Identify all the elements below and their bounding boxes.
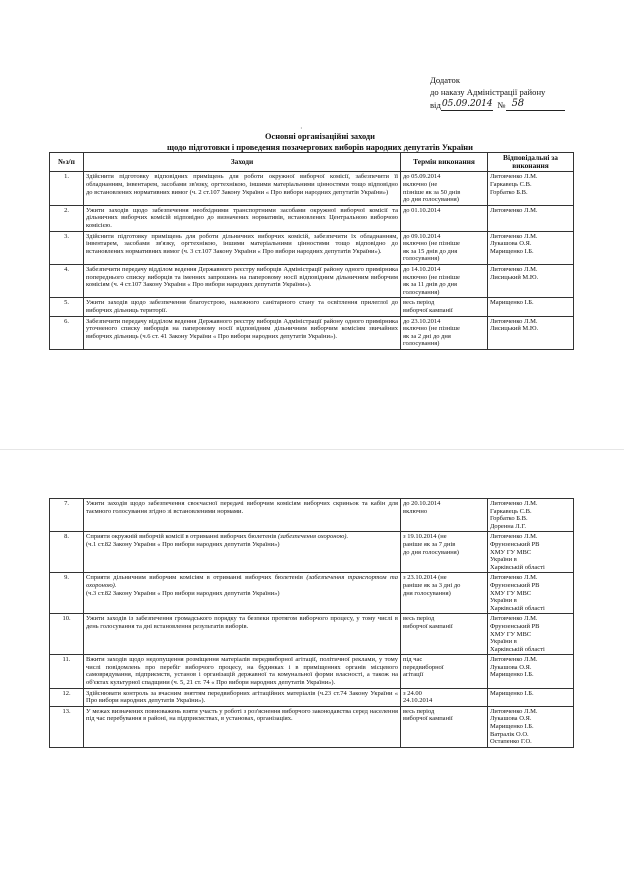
title-line-1: Основні організаційні заходи [265, 132, 375, 141]
term-cell [401, 614, 488, 655]
term-line: пізніше як за 50 днів [403, 188, 461, 196]
measure-text: Ужити заходів щодо забезпечення своєчасної передачі виборчим комісіям виборчих скриньок та кабін для таємного голосування згідно зі встановленими нормами. [84, 499, 401, 532]
term-line: включно [403, 507, 428, 515]
header-measures: Заходи [84, 153, 401, 172]
term-line: передвиборної [403, 663, 444, 671]
table-row [50, 655, 574, 688]
term-line: виборчої кампанії [403, 622, 453, 630]
row-number: 1. [50, 172, 84, 205]
term-line: до 14.10.2014 [403, 265, 441, 273]
responsible-name: ХМУ ГУ МВС [490, 589, 532, 597]
term-cell [401, 499, 488, 532]
responsible-cell [488, 231, 574, 264]
term-line: 24.10.2014 [403, 697, 433, 705]
term-line: до 09.10.2014 [403, 232, 441, 240]
measure-text [84, 532, 401, 573]
responsible-name: Харківській області [490, 604, 545, 612]
term-line: весь період [403, 299, 435, 307]
responsible-name: ХМУ ГУ МВС [490, 548, 532, 556]
term-line: як за 15 днів до дня [403, 247, 458, 255]
table-row [50, 231, 574, 264]
term-line: до дня голосування) [403, 548, 459, 556]
measures-table-page1 [49, 152, 574, 350]
term-line: голосування) [403, 340, 440, 348]
term-line: під час [403, 656, 423, 664]
responsible-name: Литовченко Л.М. [490, 173, 538, 181]
term-line: виборчої кампанії [403, 306, 453, 314]
table-row [50, 298, 574, 316]
table-row [50, 573, 574, 614]
table-row [50, 614, 574, 655]
responsible-name: Лукашова О.Я. [490, 240, 532, 248]
responsible-name: Фрунзенський РВ [490, 540, 540, 548]
responsible-cell [488, 172, 574, 205]
measure-text [84, 573, 401, 614]
measure-text: Вжити заходів щодо недопущення розміщення матеріалів передвиборної агітації, політичної реклами, у тому числі повідомлень про перебіг виборчого процесу, на будинках і в приміщеннях органів місцевого самоврядування, підприємств, установ і організацій державної та комунальної форми власності, а також на об'єктах культурної спадщини (ч. 5, 21 ст. 74 « Про вибори народних депутатів України»). [84, 655, 401, 688]
responsible-name: ХМУ ГУ МВС [490, 630, 532, 638]
responsible-name: Марищенко І.Б. [490, 299, 534, 307]
term-line: раніше як за 7 днів [403, 540, 456, 548]
responsible-name: Марищенко І.Б. [490, 247, 534, 255]
date-prefix: від [430, 100, 441, 110]
row-number: 6. [50, 316, 84, 349]
responsible-name: Харківській області [490, 645, 545, 653]
term-line: з 19.10.2014 (не [403, 533, 447, 541]
responsible-cell [488, 614, 574, 655]
responsible-cell [488, 688, 574, 706]
responsible-name: Гаркавець С.В. [490, 507, 532, 515]
responsible-name: Марищенко І.Б. [490, 671, 534, 679]
term-line: до 05.09.2014 [403, 173, 441, 181]
responsible-name: Лукашова О.Я. [490, 715, 532, 723]
measure-text: Здійснити підготовку відповідних приміщень для роботи окружної виборчої комісії, забезпечити її обладнанням, інвентарем, засобами зв'язку, оргтехнікою, іншими матеріальними цінностями тощо відповідно до встановлених нормативних вимог (ч. 2 ст.107 Закону України « Про вибори народних депутатів України») [84, 172, 401, 205]
term-cell [401, 231, 488, 264]
measure-text: Ужити заходів із забезпечення громадського порядку та безпеки протягом виборчого процесу, у тому числі в день голосування та дні встановлення результатів виборів. [84, 614, 401, 655]
responsible-cell [488, 573, 574, 614]
responsible-name: Литовченко Л.М. [490, 656, 538, 664]
header-term: Термін виконання [401, 153, 488, 172]
term-line: як за 2 дні до дня [403, 332, 451, 340]
responsible-name: Литовченко Л.М. [490, 206, 538, 214]
stray-mark: · [300, 124, 303, 133]
responsible-name: Фрунзенський РВ [490, 622, 540, 630]
table-row [50, 706, 574, 747]
term-cell [401, 655, 488, 688]
responsible-cell [488, 298, 574, 316]
term-line: голосування) [403, 288, 440, 296]
responsible-name: Марищенко І.Б. [490, 689, 534, 697]
responsible-name: Лукашова О.Я. [490, 663, 532, 671]
term-line: весь період [403, 707, 435, 715]
table-row [50, 688, 574, 706]
term-cell [401, 532, 488, 573]
responsible-cell [488, 264, 574, 297]
responsible-name: Литовченко Л.М. [490, 707, 538, 715]
responsible-name: Литовченко Л.М. [490, 615, 538, 623]
measure-text-italic: (забезпечення охороною). [277, 533, 349, 541]
responsible-name: Литовченко Л.М. [490, 317, 538, 325]
number-prefix: № [497, 100, 506, 110]
responsible-name: Горбатко Б.В. [490, 515, 528, 523]
handwritten-date: 05.09.2014 [441, 98, 493, 109]
term-line: агітації [403, 671, 424, 679]
row-number: 3. [50, 231, 84, 264]
row-number: 7. [50, 499, 84, 532]
table-row [50, 172, 574, 205]
row-number: 10. [50, 614, 84, 655]
measure-text: Ужити заходів щодо забезпечення необхідними транспортними засобами окружної виборчої комісії та дільничних виборчих комісій відповідно до визначених нормативів, встановлених Центральною виборчою комісією. [84, 205, 401, 231]
term-cell [401, 205, 488, 231]
measure-text-italic: (забезпечення транспортом та охороною). [86, 574, 398, 589]
title-line-2: щодо підготовки і проведення позачергових виборів народних депутатів України [167, 143, 473, 152]
term-line: весь період [403, 615, 435, 623]
page-break [0, 449, 624, 450]
term-line: з 24.00 [403, 689, 422, 697]
term-cell [401, 264, 488, 297]
measure-text: Забезпечити передачу відділом ведення Державного реєстру виборців Адміністрації району одного примірника попереднього списку виборців та іменних запрошень на паперовому носії відповідним дільничним виборчим комісіям (ч. 4 ст.107 Закону України « Про вибори народних депутатів України»). [84, 264, 401, 297]
responsible-name: України в [490, 556, 517, 564]
responsible-cell [488, 532, 574, 573]
responsible-name: України в [490, 597, 517, 605]
document-title [110, 131, 530, 153]
measure-text-main: Сприяти окружній виборчій комісії в отриманні виборчих бюлетенів [86, 533, 278, 541]
term-cell [401, 172, 488, 205]
responsible-name: Литовченко Л.М. [490, 232, 538, 240]
term-line: включно (не пізніше [403, 325, 460, 333]
term-line: до дня голосування) [403, 196, 459, 204]
term-cell [401, 706, 488, 747]
header-num: №з/п [50, 153, 84, 172]
responsible-name: Лисицький М.Ю. [490, 273, 539, 281]
row-number: 4. [50, 264, 84, 297]
term-line: голосування) [403, 255, 440, 263]
term-line: виборчої кампанії [403, 715, 453, 723]
term-line: включно (не пізніше [403, 240, 460, 248]
responsible-cell [488, 655, 574, 688]
annex-label: Додаток [430, 75, 460, 85]
row-number: 12. [50, 688, 84, 706]
responsible-name: Литовченко Л.М. [490, 265, 538, 273]
annex-date-number [430, 98, 565, 111]
table-header-row [50, 153, 574, 172]
measure-text-main: Сприяти дільничним виборчим комісіям в отриманні виборчих бюлетенів [86, 574, 307, 582]
responsible-name: Фрунзенський РВ [490, 581, 540, 589]
measures-table-page2 [49, 498, 574, 748]
term-line: включно (не пізніше [403, 273, 460, 281]
responsible-name: Харківській області [490, 563, 545, 571]
responsible-name: України в [490, 638, 517, 646]
responsible-name: Лисицький М.Ю. [490, 325, 539, 333]
handwritten-number: 58 [506, 98, 530, 111]
term-line: до 01.10.2014 [403, 206, 441, 214]
measure-law-reference: (ч.3 ст.82 Закону України « Про вибори народних депутатів України») [86, 589, 280, 597]
term-cell [401, 298, 488, 316]
term-line: як за 11 днів до дня [403, 281, 457, 289]
table-row [50, 499, 574, 532]
measure-text: Забезпечити передачу відділом ведення Державного реєстру виборців Адміністрації району одного примірника уточненого списку виборців на паперовому носії відповідним дільничним виборчим комісіям звичайних виборчих дільниць (ч.6 ст. 41 Закону України « Про вибори народних депутатів України»). [84, 316, 401, 349]
term-line: раніше як за 3 дні до [403, 581, 461, 589]
term-cell [401, 316, 488, 349]
row-number: 11. [50, 655, 84, 688]
responsible-cell [488, 205, 574, 231]
responsible-name: Литовченко Л.М. [490, 533, 538, 541]
annex-order-ref: до наказу Адміністрації району [430, 87, 546, 97]
row-number: 13. [50, 706, 84, 747]
row-number: 5. [50, 298, 84, 316]
responsible-name: Литовченко Л.М. [490, 574, 538, 582]
measure-text: У межах визначених повноважень взяти участь у роботі з роз'яснення виборчого законодавства серед населення під час перебування в районі, на підприємствах, в установах, організаціях. [84, 706, 401, 747]
responsible-cell [488, 499, 574, 532]
responsible-name: Доренна Л.Г. [490, 522, 526, 530]
measure-text: Здійснювати контроль за вчасним зняттям передвиборних агітаційних матеріалів (ч.23 ст.74 Закону України « Про вибори народних депутатів України»). [84, 688, 401, 706]
term-cell [401, 573, 488, 614]
annex-header [430, 74, 565, 111]
responsible-name: Ватралік О.О. [490, 730, 529, 738]
header-responsible: Відповідальні за виконання [488, 153, 574, 172]
responsible-name: Марищенко І.Б. [490, 723, 534, 731]
responsible-name: Остапенко Г.О. [490, 738, 532, 746]
responsible-name: Гаркавець С.В. [490, 181, 532, 188]
responsible-cell [488, 706, 574, 747]
term-line: дня голосування) [403, 589, 451, 597]
measure-text: Здійснити підготовку приміщень для роботи дільничних виборчих комісій, забезпечити їх обладнанням, інвентарем, засобами зв'язку, оргтехнікою, іншими матеріальними цінностями тощо відповідно до встановлених нормативних вимог (ч. 3 ст.107 Закону України « Про вибори народних депутатів України»). [84, 231, 401, 264]
term-line: включно (не [403, 181, 438, 188]
term-line: до 23.10.2014 [403, 317, 441, 325]
responsible-name: Литовченко Л.М. [490, 500, 538, 507]
term-line: до 20.10.2014 [403, 500, 441, 507]
table-row [50, 205, 574, 231]
term-line: з 23.10.2014 (не [403, 574, 447, 582]
table-row [50, 264, 574, 297]
responsible-name: Горбатко Б.В. [490, 188, 528, 196]
measure-law-reference: (ч.1 ст.82 Закону України « Про вибори народних депутатів України») [86, 540, 280, 548]
table-row [50, 316, 574, 349]
measure-text: Ужити заходів щодо забезпечення благоустрою, належного санітарного стану та освітлення прилеглої до виборчих дільниць території. [84, 298, 401, 316]
table-row [50, 532, 574, 573]
term-cell [401, 688, 488, 706]
row-number: 2. [50, 205, 84, 231]
row-number: 8. [50, 532, 84, 573]
row-number: 9. [50, 573, 84, 614]
responsible-cell [488, 316, 574, 349]
